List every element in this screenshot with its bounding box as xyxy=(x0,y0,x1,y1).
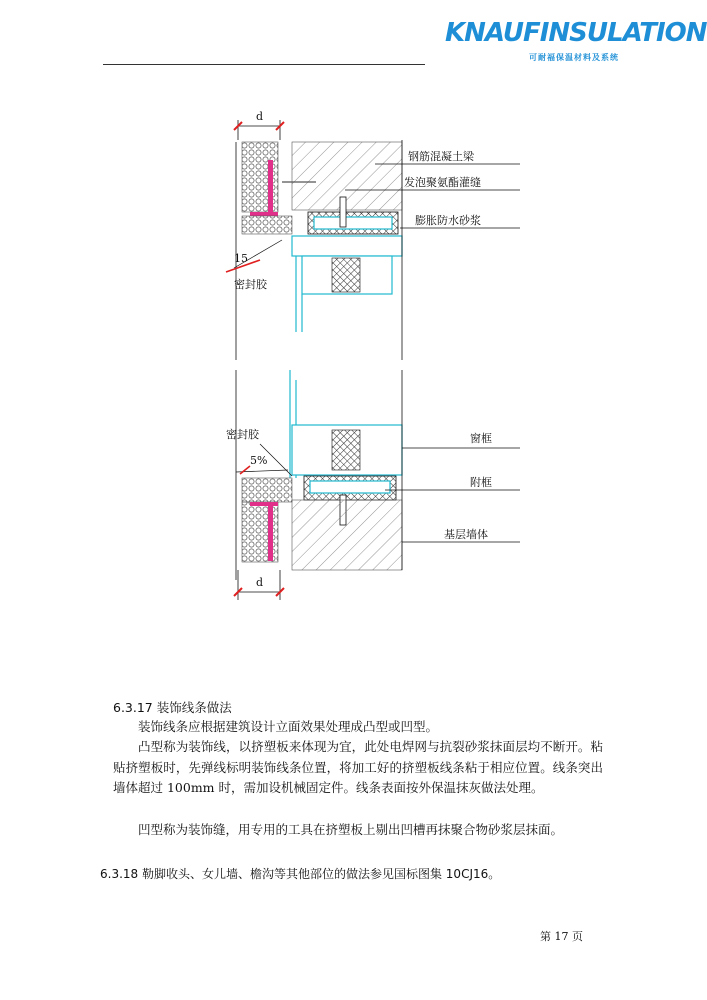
label-base-wall: 基层墙体 xyxy=(444,528,488,541)
paragraph-2: 凸型称为装饰线，以挤塑板来体现为宜，此处电焊网与抗裂砂浆抹面层均不断开。粘贴挤塑板时，先弹线标明装饰线条位置，将加工好的挤塑板线条粘于相应位置。线条突出墙体超过 100mm 时，需加设机械固定件。线条表面按外保温抹灰做法处理。 xyxy=(113,739,603,795)
brand-logo xyxy=(445,18,707,68)
page-number: 第 17 页 xyxy=(540,930,583,943)
logo-text: KNAUFINSULATION xyxy=(445,18,707,48)
paragraph-3: 凹型称为装饰缝，用专用的工具在挤塑板上剔出凹槽再抹聚合物砂浆层抹面。 xyxy=(138,822,564,837)
label-window-frame: 窗框 xyxy=(470,432,492,445)
label-concrete-beam: 钢筋混凝土梁 xyxy=(408,150,474,163)
header-rule xyxy=(103,64,425,65)
slope-label: 5% xyxy=(250,454,268,467)
dim-top-label: d xyxy=(256,110,264,123)
label-sealant-top: 密封胶 xyxy=(234,278,267,291)
section-6-3-18: 6.3.18 勒脚收头、女儿墙、檐沟等其他部位的做法参见国标图集 10CJ16。 xyxy=(100,867,501,881)
dimension-bottom xyxy=(234,570,284,600)
logo-subtitle: 可耐福保温材料及系统 xyxy=(529,53,619,62)
dim-bottom-label: d xyxy=(256,576,264,589)
dimension-top xyxy=(234,110,284,140)
window-section-drawing xyxy=(220,100,520,610)
label-pu-foam: 发泡聚氨酯灌缝 xyxy=(404,176,481,189)
label-sub-frame: 附框 xyxy=(470,476,492,489)
section-6-3-17-heading: 6.3.17 装饰线条做法 xyxy=(113,700,232,715)
dim-15-label: 15 xyxy=(234,252,248,265)
label-waterproof-mortar: 膨胀防水砂浆 xyxy=(415,214,481,227)
label-sealant-bottom: 密封胶 xyxy=(226,428,259,441)
paragraph-1: 装饰线条应根据建筑设计立面效果处理成凸型或凹型。 xyxy=(138,719,439,734)
